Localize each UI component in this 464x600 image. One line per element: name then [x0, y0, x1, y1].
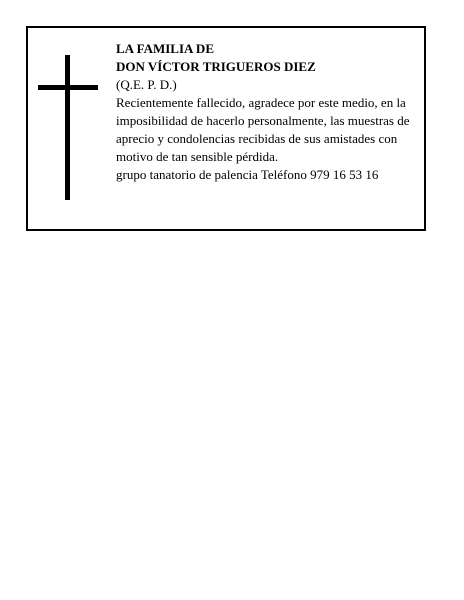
- family-heading: LA FAMILIA DE: [116, 41, 214, 56]
- contact-line: grupo tanatorio de palencia Teléfono 979 16 53 16: [116, 167, 379, 182]
- cross-vertical-bar: [65, 55, 70, 200]
- gratitude-message: Recientemente fallecido, agradece por este medio, en la imposibilidad de hacerlo personalmente, las muestras de aprecio y condolencias recibidas de sus amistades con motivo de tan sensible pérdida.: [116, 95, 410, 164]
- notice-text: [116, 40, 422, 184]
- obituary-notice: [26, 26, 426, 231]
- qepd-label: (Q.E. P. D.): [116, 77, 177, 92]
- cross-horizontal-bar: [38, 85, 98, 90]
- deceased-name: DON VÍCTOR TRIGUEROS DIEZ: [116, 59, 316, 74]
- cross-icon: [38, 55, 98, 200]
